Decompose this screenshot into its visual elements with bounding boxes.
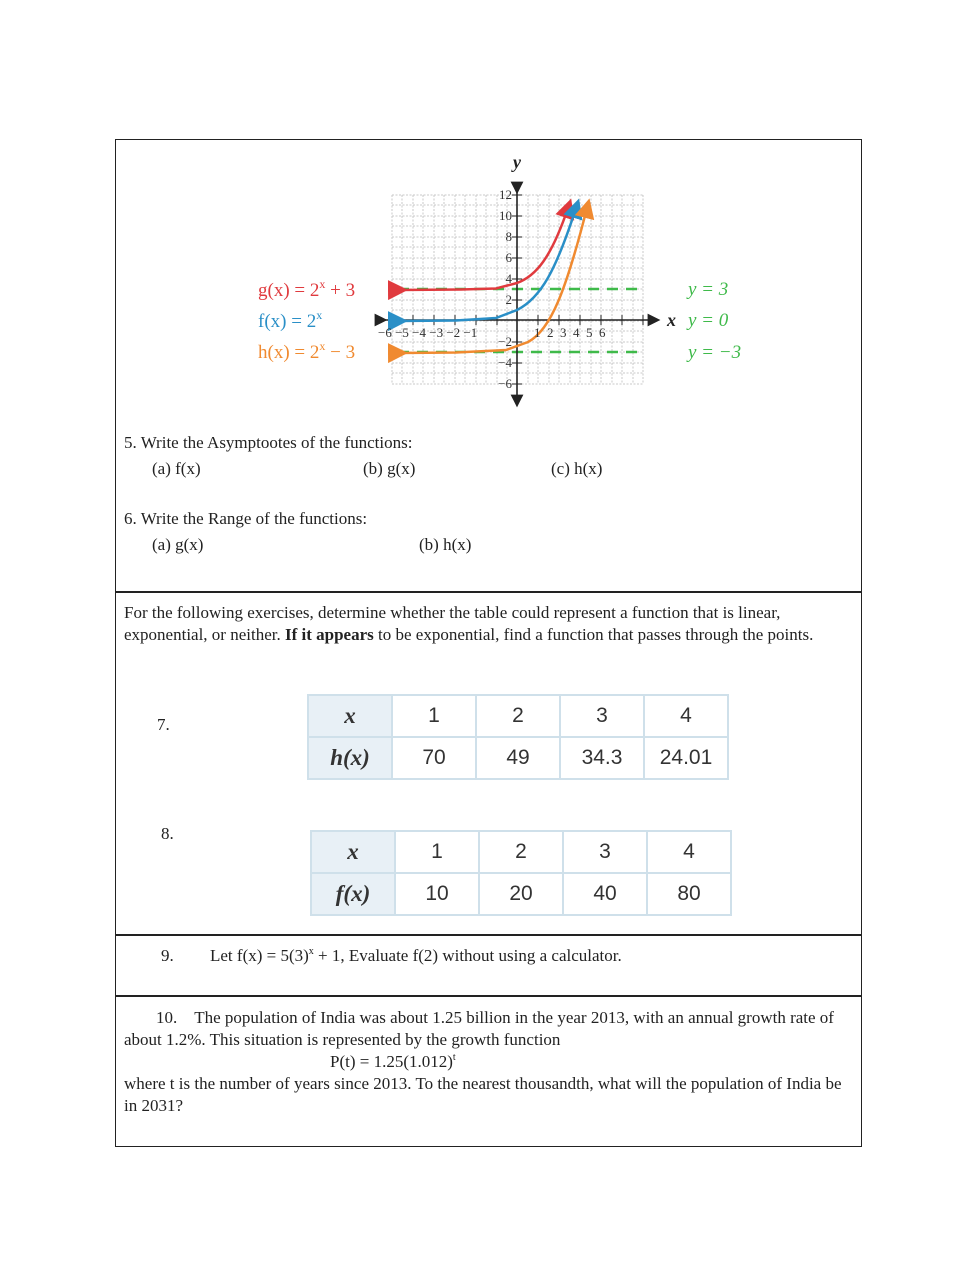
table-cell: 4	[644, 695, 728, 737]
f-function-label: $f(x) = 2^x$	[258, 308, 323, 332]
q10-cell	[115, 995, 862, 1147]
y-tick-label: −2	[498, 334, 512, 349]
table-cell: 49	[476, 737, 560, 779]
y-tick-label: 8	[505, 229, 512, 244]
table-cell: 1	[392, 695, 476, 737]
y-tick-label: 2	[505, 292, 512, 307]
y-tick-label: 6	[505, 250, 512, 265]
q10-formula: $P(t) = 1.25(1.012)^t$	[330, 1052, 456, 1071]
table-header-fx: h(x)	[308, 737, 392, 779]
table-cell: 80	[647, 873, 731, 915]
h-function-label: $h(x) = 2^x - 3$	[258, 339, 356, 363]
q10-text: 10. The population of India was about 1.25 billion in the year 2013, with an annual growth rate of about 1.2%. This situation is represented by the growth function	[124, 1008, 834, 1049]
q6-option-a: (a) g(x)	[152, 535, 204, 554]
y-tick-label: −6	[498, 376, 512, 391]
x-axis-label: x	[667, 310, 676, 330]
table-header-x: x	[308, 695, 392, 737]
q5-prompt: 5. Write the Asymptootes of the functions:	[124, 433, 413, 452]
asymptote-label-bot: y = −3	[688, 342, 742, 363]
table-cell: 4	[647, 831, 731, 873]
exponential-graph	[116, 140, 861, 440]
q9-number: 9.	[161, 946, 174, 965]
table-cell: 2	[479, 831, 563, 873]
table-header-fx: f(x)	[311, 873, 395, 915]
table-cell: 3	[563, 831, 647, 873]
table-cell: 1	[395, 831, 479, 873]
q5-option-a: (a) f(x)	[152, 459, 201, 478]
y-tick-label: 10	[499, 208, 512, 223]
table-cell: 20	[479, 873, 563, 915]
tables-cell	[115, 591, 862, 936]
x-tick-labels-negative: −6 −5 −4 −3 −2 −1	[378, 325, 478, 340]
q8-number: 8.	[161, 824, 174, 843]
y-tick-label: 12	[499, 187, 512, 202]
y-tick-label: 4	[505, 271, 512, 286]
table-cell: 10	[395, 873, 479, 915]
x-tick-labels-positive: 1 2 3 4 5 6	[534, 325, 606, 340]
q5-option-b: (b) g(x)	[363, 459, 416, 478]
table-cell: 40	[563, 873, 647, 915]
q7-table	[307, 694, 729, 780]
y-tick-label: −4	[498, 355, 512, 370]
q9-cell	[115, 934, 862, 997]
table-cell: 2	[476, 695, 560, 737]
table-row	[311, 831, 731, 873]
q5-option-c: (c) h(x)	[551, 459, 603, 478]
q6-prompt: 6. Write the Range of the functions:	[124, 509, 368, 528]
instructions: For the following exercises, determine whether the table could represent a function that is linear, exponential, or neither. If it appears to be exponential, find a function that passes through the points.	[124, 603, 814, 644]
table-row	[311, 873, 731, 915]
y-axis-label: y	[513, 152, 521, 172]
table-cell: 70	[392, 737, 476, 779]
q6-option-b: (b) h(x)	[419, 535, 472, 554]
g-function-label: $g(x) = 2^x + 3$	[258, 277, 356, 301]
asymptote-label-mid: y = 0	[688, 310, 729, 331]
table-cell: 24.01	[644, 737, 728, 779]
table-row	[308, 737, 728, 779]
asymptote-label-top: y = 3	[688, 279, 729, 300]
q8-table	[310, 830, 732, 916]
table-cell: 34.3	[560, 737, 644, 779]
q10-question: where t is the number of years since 2013. To the nearest thousandth, what will the population of India be in 2031?	[124, 1074, 842, 1115]
table-header-x: x	[311, 831, 395, 873]
table-cell: 3	[560, 695, 644, 737]
table-row	[308, 695, 728, 737]
q7-number: 7.	[157, 715, 170, 734]
graph-cell	[115, 139, 862, 593]
q9-text: Let $f(x) = 5(3)^x + 1$, Evaluate f(2) without using a calculator.	[210, 946, 622, 965]
